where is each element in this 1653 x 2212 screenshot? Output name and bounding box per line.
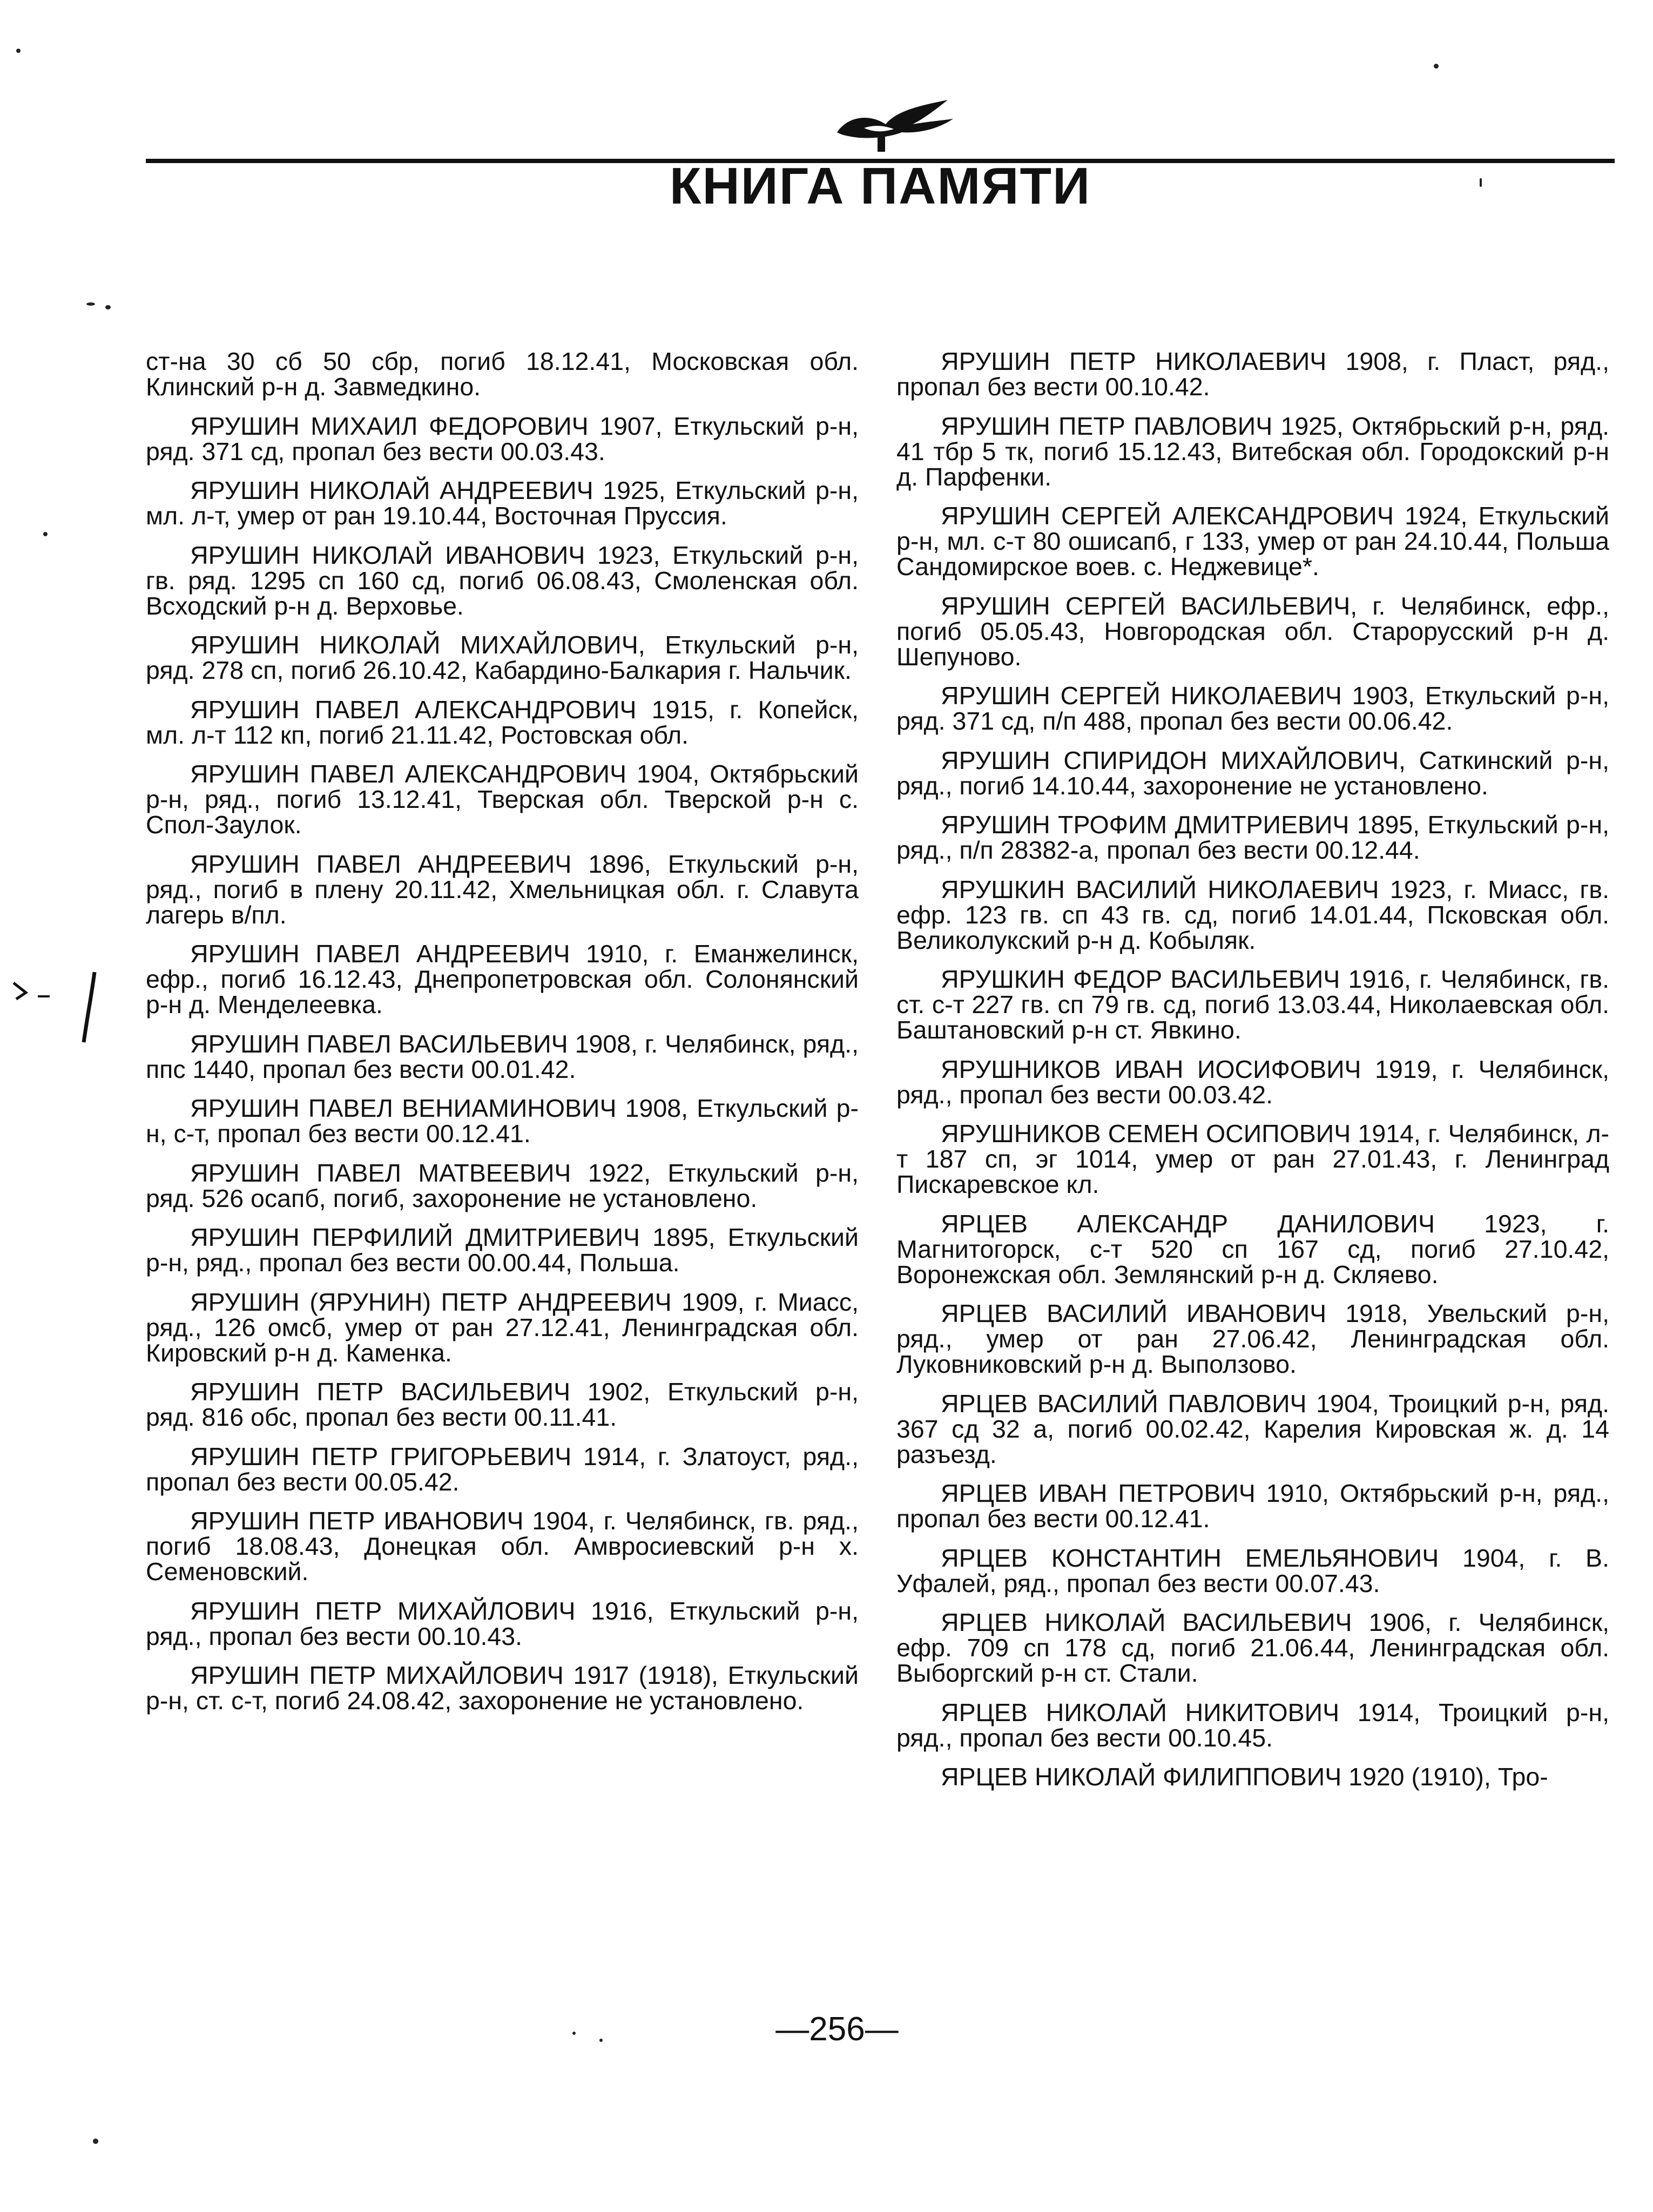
eternal-flame-icon bbox=[826, 95, 956, 154]
memorial-entry: ЯРУШИН ПЕТР НИКОЛАЕВИЧ 1908, г. Пласт, ряд., пропал без вести 00.10.42. bbox=[896, 347, 1609, 401]
memorial-entry: ст-на 30 сб 50 сбр, погиб 18.12.41, Московская обл. Клинский р-н д. Завмедкино. bbox=[146, 347, 859, 401]
memorial-entry: ЯРУШИН ПЕТР ГРИГОРЬЕВИЧ 1914, г. Златоуст, ряд., пропал без вести 00.05.42. bbox=[146, 1442, 859, 1496]
memorial-entry: ЯРУШКИН ФЕДОР ВАСИЛЬЕВИЧ 1916, г. Челябинск, гв. ст. с-т 227 гв. сп 79 гв. сд, погиб 13.03.44, Николаевская обл. Баштановский р-н ст. Явкино. bbox=[896, 965, 1609, 1044]
memorial-entry: ЯРУШИН НИКОЛАЙ АНДРЕЕВИЧ 1925, Еткульский р-н, мл. л-т, умер от ран 19.10.44, Восточная Пруссия. bbox=[146, 476, 859, 530]
memorial-entry: ЯРУШИН ПАВЕЛ ВАСИЛЬЕВИЧ 1908, г. Челябинск, ряд., ппс 1440, пропал без вести 00.01.42. bbox=[146, 1029, 859, 1083]
memorial-entry: ЯРЦЕВ ВАСИЛИЙ ПАВЛОВИЧ 1904, Троицкий р-н, ряд. 367 сд 32 а, погиб 00.02.42, Карелия Кировская ж. д. 14 разъезд. bbox=[896, 1389, 1609, 1468]
memorial-entry: ЯРУШИН (ЯРУНИН) ПЕТР АНДРЕЕВИЧ 1909, г. Миасс, ряд., 126 омсб, умер от ран 27.12.41, Ленинградская обл. Кировский р-н д. Каменка. bbox=[146, 1287, 859, 1367]
memorial-entry: ЯРУШИН МИХАИЛ ФЕДОРОВИЧ 1907, Еткульский р-н, ряд. 371 сд, пропал без вести 00.03.43. bbox=[146, 412, 859, 466]
page-number: —256— bbox=[775, 2011, 899, 2048]
memorial-entry: ЯРУШИН СЕРГЕЙ НИКОЛАЕВИЧ 1903, Еткульский р-н, ряд. 371 сд, п/п 488, пропал без вести 00.06.42. bbox=[896, 682, 1609, 735]
memorial-entry: ЯРУШИН ПАВЕЛ ВЕНИАМИНОВИЧ 1908, Еткульский р-н, с-т, пропал без вести 00.12.41. bbox=[146, 1094, 859, 1148]
memorial-entry: ЯРУШИН ПЕРФИЛИЙ ДМИТРИЕВИЧ 1895, Еткульский р-н, ряд., пропал без вести 00.00.44, Польша. bbox=[146, 1223, 859, 1277]
memorial-entry: ЯРУШИН ПАВЕЛ АНДРЕЕВИЧ 1896, Еткульский р-н, ряд., погиб в плену 20.11.42, Хмельницкая обл. г. Славута лагерь в/пл. bbox=[146, 849, 859, 929]
scan-speck bbox=[93, 2139, 98, 2144]
scan-speck bbox=[43, 532, 48, 536]
memorial-entry: ЯРУШНИКОВ СЕМЕН ОСИПОВИЧ 1914, г. Челябинск, л-т 187 сп, эг 1014, умер от ран 27.01.43, г. Ленинград Пискаревское кл. bbox=[896, 1120, 1609, 1198]
memorial-entry: ЯРЦЕВ ВАСИЛИЙ ИВАНОВИЧ 1918, Увельский р-н, ряд., умер от ран 27.06.42, Ленинградская обл. Луковниковский р-н д. Выползово. bbox=[896, 1299, 1609, 1378]
margin-pen-mark bbox=[0, 0, 162, 2212]
memorial-entry: ЯРЦЕВ ИВАН ПЕТРОВИЧ 1910, Октябрьский р-н, ряд., пропал без вести 00.12.41. bbox=[896, 1479, 1609, 1533]
scan-speck bbox=[1480, 178, 1482, 187]
memorial-entry: ЯРЦЕВ КОНСТАНТИН ЕМЕЛЬЯНОВИЧ 1904, г. В. Уфалей, ряд., пропал без вести 00.07.43. bbox=[896, 1543, 1609, 1597]
memorial-entry: ЯРУШИН СЕРГЕЙ АЛЕКСАНДРОВИЧ 1924, Еткульский р-н, мл. с-т 80 ошисапб, г 133, умер от ран 24.10.44, Польша Сандомирское воев. с. Неджевице*. bbox=[896, 502, 1609, 581]
book-title: КНИГА ПАМЯТИ bbox=[669, 157, 1091, 215]
memorial-entry: ЯРУШИН ПЕТР ИВАНОВИЧ 1904, г. Челябинск, гв. ряд., погиб 18.08.43, Донецкая обл. Амвросиевский р-н х. Семеновский. bbox=[146, 1507, 859, 1586]
memorial-entry: ЯРЦЕВ НИКОЛАЙ ФИЛИППОВИЧ 1920 (1910), Тро- bbox=[941, 1763, 1548, 1791]
right-column bbox=[896, 349, 1609, 1804]
memorial-entry: ЯРУШИН СЕРГЕЙ ВАСИЛЬЕВИЧ, г. Челябинск, ефр., погиб 05.05.43, Новгородская обл. Старорусский р-н д. Шепуново. bbox=[896, 591, 1609, 671]
memorial-entry: ЯРУШИН ПАВЕЛ АЛЕКСАНДРОВИЧ 1915, г. Копейск, мл. л-т 112 кп, погиб 21.11.42, Ростовская обл. bbox=[146, 695, 859, 749]
memorial-entry: ЯРУШИН ТРОФИМ ДМИТРИЕВИЧ 1895, Еткульский р-н, ряд., п/п 28382-а, пропал без вести 00.12.44. bbox=[896, 811, 1609, 864]
memorial-entry: ЯРУШИН НИКОЛАЙ ИВАНОВИЧ 1923, Еткульский р-н, гв. ряд. 1295 сп 160 сд, погиб 06.08.43, Смоленская обл. Всходский р-н д. Верховье. bbox=[146, 541, 859, 620]
scan-speck bbox=[599, 2039, 603, 2042]
memorial-entry: ЯРУШКИН ВАСИЛИЙ НИКОЛАЕВИЧ 1923, г. Миасс, гв. ефр. 123 гв. сп 43 гв. сд, погиб 14.01.44, Псковская обл. Великолукский р-н д. Кобыляк. bbox=[896, 875, 1609, 954]
scan-speck bbox=[572, 2032, 576, 2035]
memorial-entry: ЯРЦЕВ НИКОЛАЙ НИКИТОВИЧ 1914, Троицкий р-н, ряд., пропал без вести 00.10.45. bbox=[896, 1698, 1609, 1752]
memorial-entry: ЯРЦЕВ АЛЕКСАНДР ДАНИЛОВИЧ 1923, г. Магнитогорск, с-т 520 сп 167 сд, погиб 27.10.42, Воронежская обл. Землянский р-н д. Скляево. bbox=[896, 1209, 1609, 1289]
memorial-entry: ЯРУШИН ПЕТР МИХАЙЛОВИЧ 1917 (1918), Еткульский р-н, ст. с-т, погиб 24.08.42, захоронение не установлено. bbox=[146, 1661, 859, 1715]
scan-speck bbox=[16, 49, 21, 53]
memorial-entry: ЯРЦЕВ НИКОЛАЙ ВАСИЛЬЕВИЧ 1906, г. Челябинск, ефр. 709 сп 178 сд, погиб 21.06.44, Ленинградская обл. Выборгский р-н ст. Стали. bbox=[896, 1608, 1609, 1687]
page-header bbox=[0, 0, 1653, 227]
memorial-entry: ЯРУШИН ПЕТР МИХАЙЛОВИЧ 1916, Еткульский р-н, ряд., пропал без вести 00.10.43. bbox=[146, 1596, 859, 1650]
memorial-entry: ЯРУШИН ПЕТР ПАВЛОВИЧ 1925, Октябрьский р-н, ряд. 41 тбр 5 тк, погиб 15.12.43, Витебская обл. Городокский р-н д. Парфенки. bbox=[896, 412, 1609, 491]
scan-speck bbox=[105, 305, 111, 309]
memorial-entry: ЯРУШИН ПАВЕЛ МАТВЕЕВИЧ 1922, Еткульский р-н, ряд. 526 осапб, погиб, захоронение не установлено. bbox=[146, 1158, 859, 1212]
memorial-entry: ЯРУШИН НИКОЛАЙ МИХАЙЛОВИЧ, Еткульский р-н, ряд. 278 сп, погиб 26.10.42, Кабардино-Балкария г. Нальчик. bbox=[146, 631, 859, 684]
memorial-entry: ЯРУШИН СПИРИДОН МИХАЙЛОВИЧ, Саткинский р-н, ряд., погиб 14.10.44, захоронение не установлено. bbox=[896, 746, 1609, 800]
left-column bbox=[146, 349, 859, 1728]
scan-speck bbox=[1434, 64, 1439, 69]
memorial-entry: ЯРУШИН ПАВЕЛ АЛЕКСАНДРОВИЧ 1904, Октябрьский р-н, ряд., погиб 13.12.41, Тверская обл. Тверской р-н с. Спол-Заулок. bbox=[146, 760, 859, 839]
memorial-entry: ЯРУШНИКОВ ИВАН ИОСИФОВИЧ 1919, г. Челябинск, ряд., пропал без вести 00.03.42. bbox=[896, 1055, 1609, 1109]
scan-speck bbox=[86, 302, 95, 306]
memorial-entry: ЯРУШИН ПЕТР ВАСИЛЬЕВИЧ 1902, Еткульский р-н, ряд. 816 обс, пропал без вести 00.11.41. bbox=[146, 1378, 859, 1431]
memorial-entry: ЯРУШИН ПАВЕЛ АНДРЕЕВИЧ 1910, г. Еманжелинск, ефр., погиб 16.12.43, Днепропетровская обл. Солонянский р-н д. Менделеевка. bbox=[146, 940, 859, 1019]
